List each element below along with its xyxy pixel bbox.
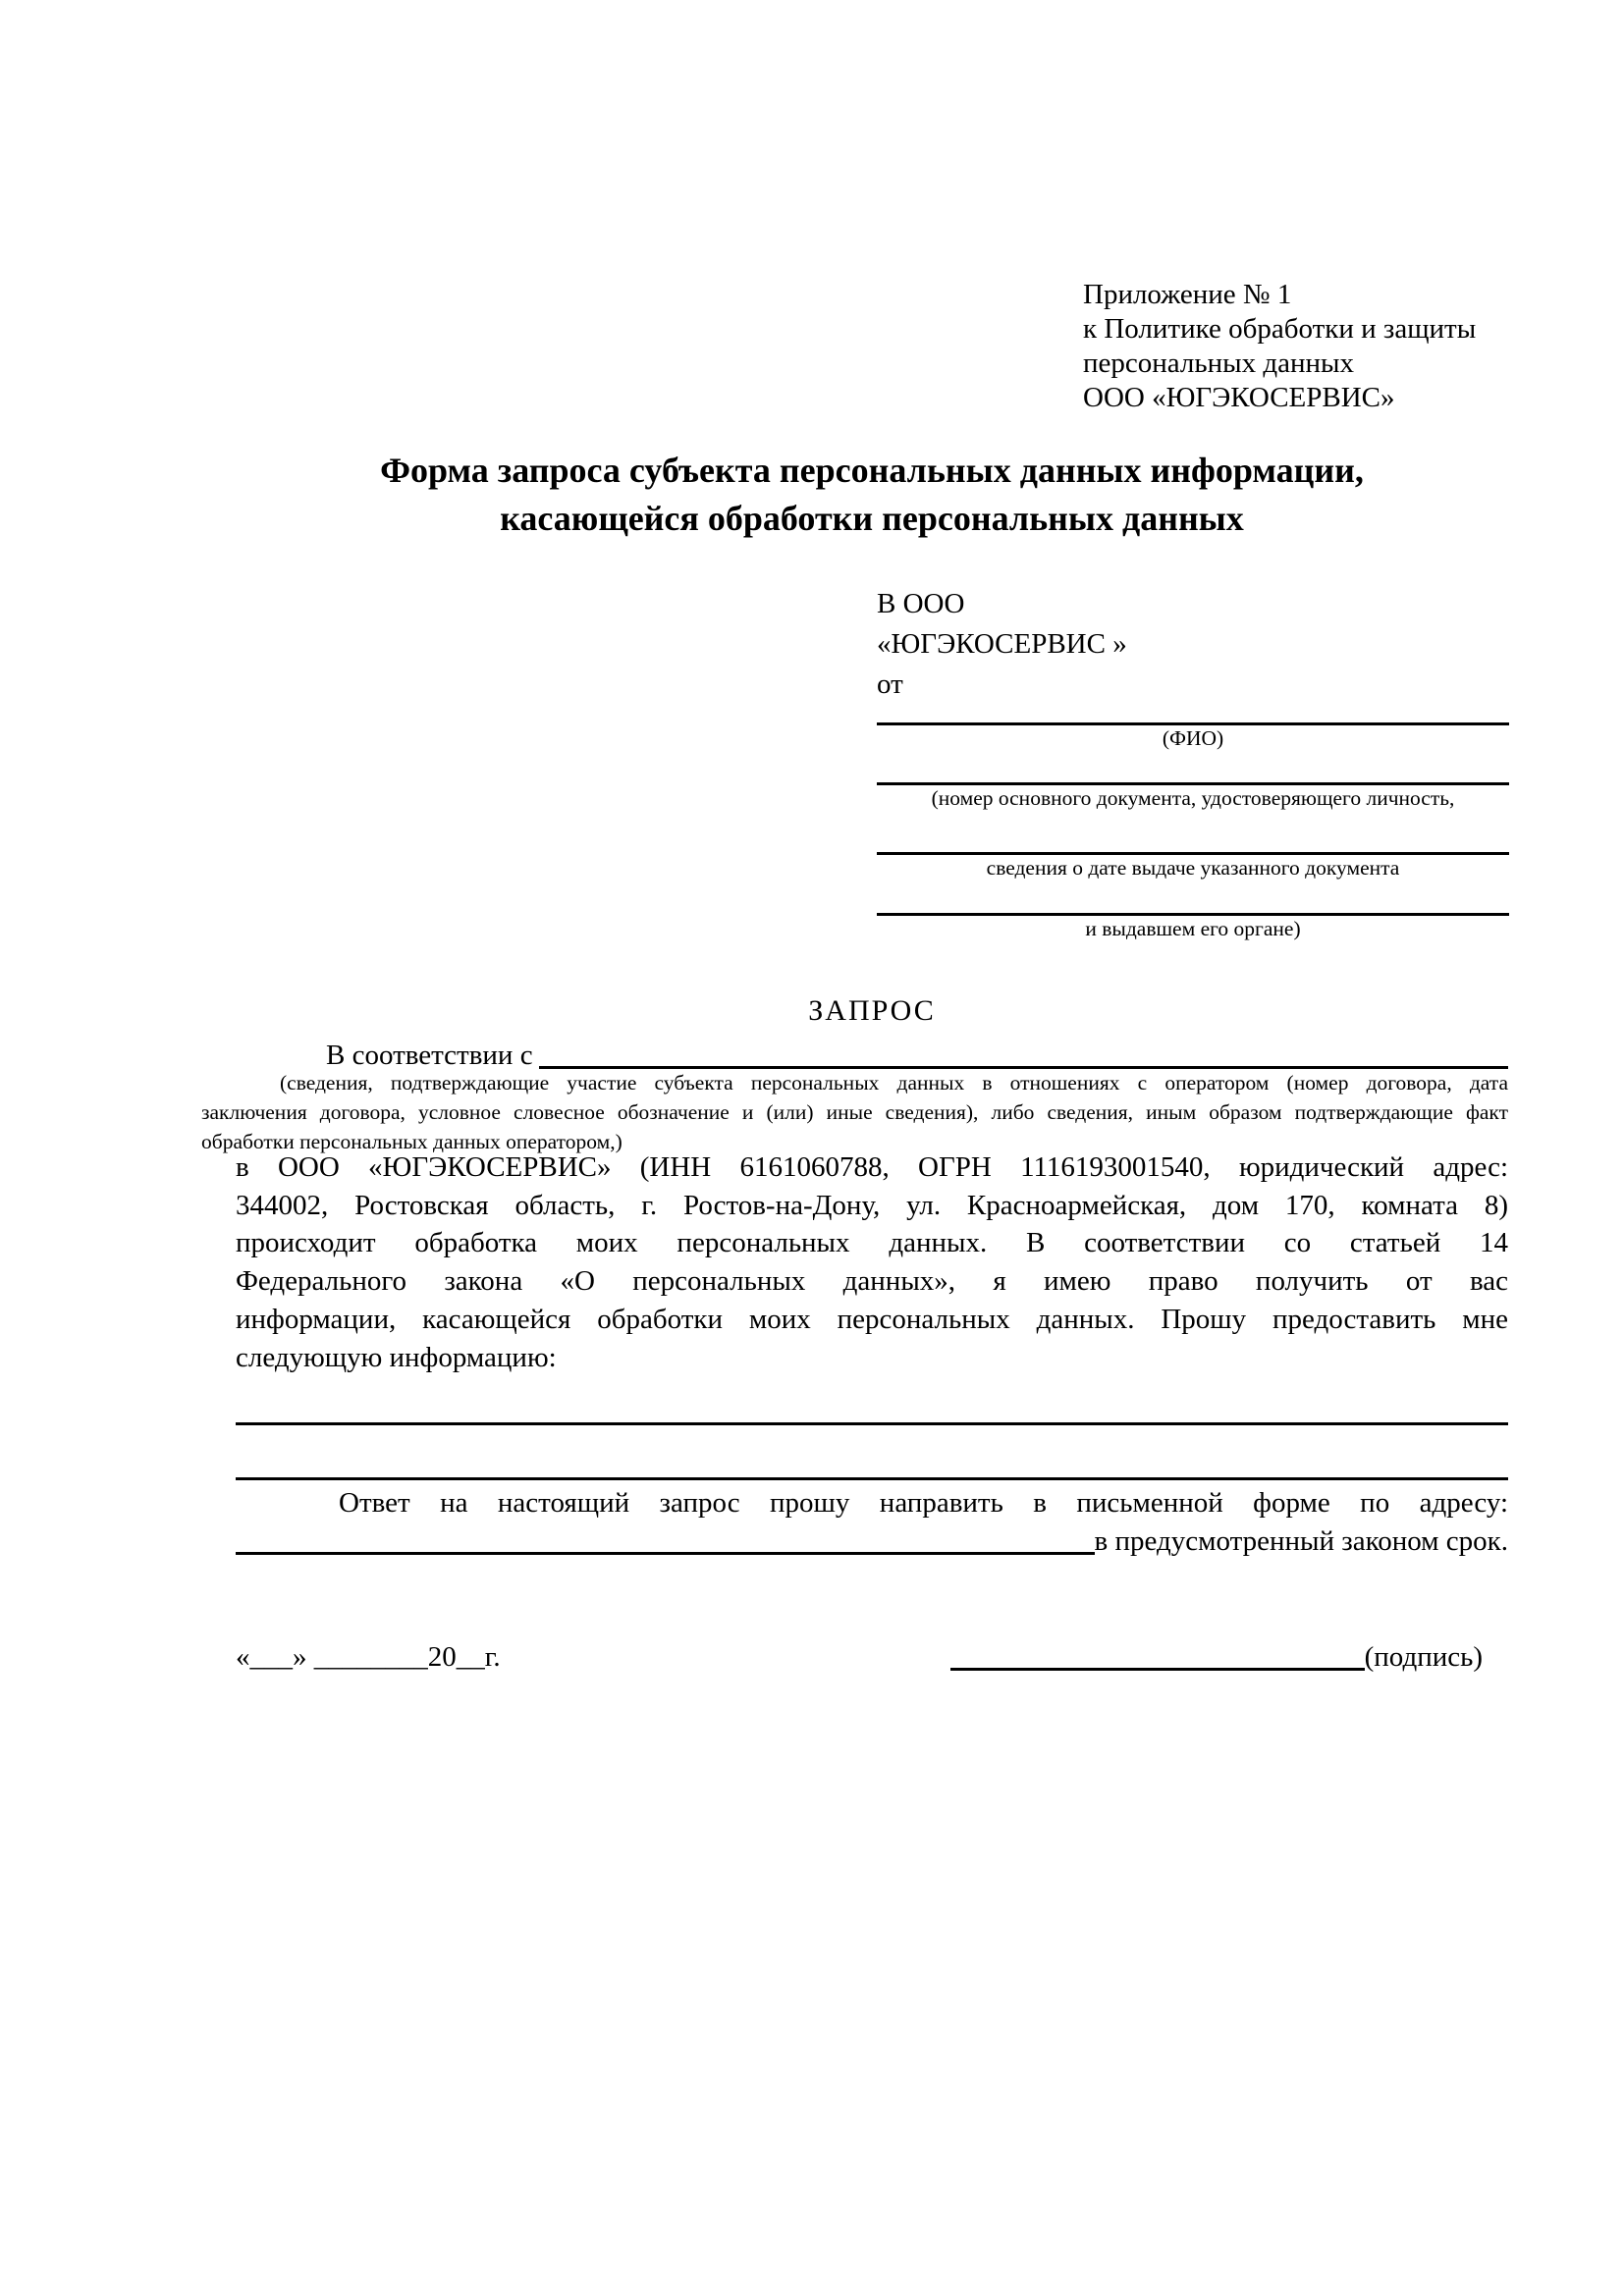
fine-print-line: (сведения, подтверждающие участие субъекта персональных данных в отношениях с оператором (номер договора, дата	[280, 1071, 1508, 1095]
reply-tail-text: в предусмотренный законом срок.	[1094, 1524, 1508, 1557]
form-title-line: Форма запроса субъекта персональных данных информации,	[380, 451, 1364, 490]
body-line: следующую информацию:	[236, 1341, 557, 1373]
document-number-blank-line	[877, 751, 1509, 785]
fio-caption: (ФИО)	[1162, 726, 1224, 750]
request-body	[236, 1148, 1508, 1376]
issuing-authority-caption: и выдавшем его органе)	[1085, 917, 1301, 940]
fine-print-note	[201, 1068, 1508, 1156]
signature-caption: (подпись)	[1364, 1641, 1483, 1673]
reply-paragraph	[236, 1484, 1508, 1560]
body-line: информации, касающейся обработки моих персональных данных. Прошу предоставить мне	[236, 1303, 1508, 1335]
signature-blank-line	[950, 1637, 1365, 1671]
issuing-authority-blank-line	[877, 881, 1509, 916]
reply-address-row	[236, 1522, 1508, 1561]
annex-line: персональных данных	[1083, 347, 1355, 379]
annex-line: к Политике обработки и защиты	[1083, 313, 1477, 345]
reply-address-blank-line	[236, 1522, 1095, 1556]
addressee-block	[877, 584, 1509, 941]
information-blank-line-1	[236, 1422, 1508, 1425]
body-line: происходит обработка моих персональных данных. В соответствии со статьей 14	[236, 1227, 1508, 1259]
reply-line: Ответ на настоящий запрос прошу направить в письменной форме по адресу:	[339, 1487, 1508, 1519]
issue-date-caption: сведения о дате выдаче указанного документа	[986, 856, 1400, 880]
issue-date-blank-line	[877, 811, 1509, 855]
fine-print-line: заключения договора, условное словесное обозначение и (или) иные сведения), либо сведения, иным образом подтверждающие факт	[201, 1100, 1508, 1124]
request-heading: ЗАПРОС	[808, 994, 936, 1027]
form-title	[236, 447, 1508, 543]
annex-line: ООО «ЮГЭКОСЕРВИС»	[1083, 382, 1395, 413]
document-number-caption: (номер основного документа, удостоверяющего личность,	[931, 786, 1455, 810]
intro-prefix: В соответствии с	[326, 1040, 533, 1071]
date-signature-row	[236, 1637, 1508, 1677]
addressee-org-line: «ЮГЭКОСЕРВИС »	[877, 628, 1127, 660]
body-line: Федерального закона «О персональных данных», я имею право получить от вас	[236, 1265, 1508, 1298]
date-blank-text: «___» ________20__г.	[236, 1641, 501, 1673]
fio-blank-line	[877, 705, 1509, 725]
signature-field	[950, 1637, 1508, 1677]
addressee-from-label: от	[877, 668, 903, 700]
annex-line: Приложение № 1	[1083, 279, 1292, 310]
intro-blank-line	[539, 1037, 1508, 1069]
body-line: в ООО «ЮГЭКОСЕРВИС» (ИНН 6161060788, ОГРН 1116193001540, юридический адрес:	[236, 1151, 1508, 1183]
information-blank-line-2	[236, 1477, 1508, 1480]
fine-print-line: обработки персональных данных оператором,)	[201, 1130, 623, 1153]
addressee-org-line: В ООО	[877, 588, 965, 619]
form-title-line: касающейся обработки персональных данных	[500, 499, 1244, 538]
body-line: 344002, Ростовская область, г. Ростов-на-Дону, ул. Красноармейская, дом 170, комната 8)	[236, 1189, 1508, 1221]
annex-note	[1083, 278, 1476, 415]
